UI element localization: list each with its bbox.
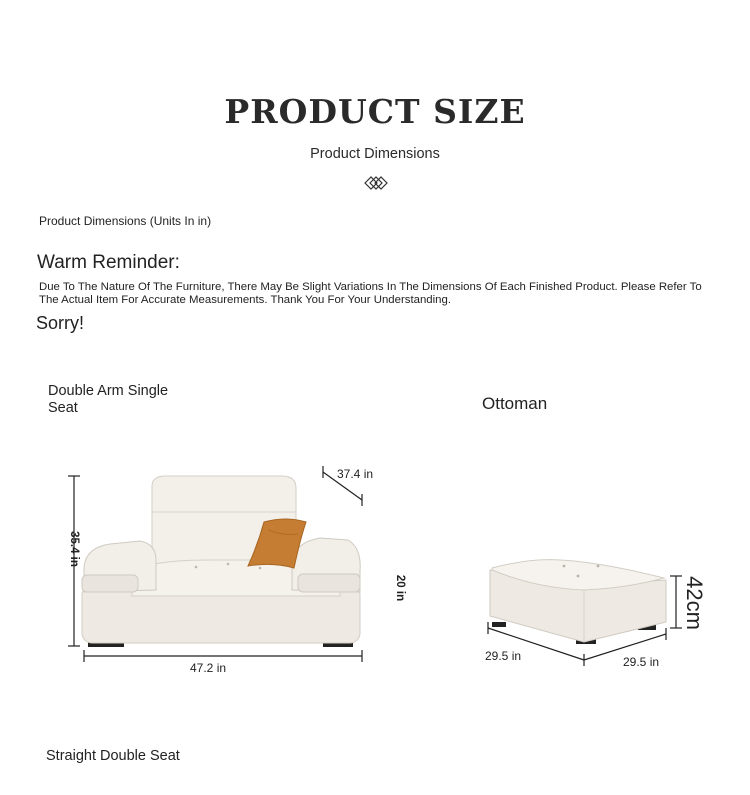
sorry-text: Sorry! [36,313,85,333]
reminder-heading: Warm Reminder: [37,252,180,273]
ottoman-illustration [490,560,666,644]
units-note: Product Dimensions (Units In in) [39,214,212,228]
ottoman-width-label: 29.5 in [485,649,522,663]
straight-sofa-label: Straight Double Seat [46,748,180,764]
chair-label: Double Arm Single Seat [48,383,169,416]
page-subtitle: Product Dimensions [310,146,440,162]
ottoman-height-label: 42cm [682,576,707,630]
ottoman-depth-label: 29.5 in [623,655,660,669]
ottoman-label: Ottoman [482,394,548,413]
chair-height-label: 35.4 in [68,531,80,567]
diamond-ornament-icon [365,177,387,189]
armchair-illustration [82,476,360,647]
chair-depth-label: 37.4 in [337,467,374,481]
chair-width-label: 47.2 in [190,661,227,675]
reminder-text: Due To The Nature Of The Furniture, There May Be Slight Variations In The Dimensions Of Each Finished Product. Please Refer To The Actual Item For Accurate Measurements. Thank You For Your Understanding. [39,281,702,306]
page-title: PRODUCT SIZE [224,92,526,131]
chair-seat-height-label: 20 in [394,574,406,602]
